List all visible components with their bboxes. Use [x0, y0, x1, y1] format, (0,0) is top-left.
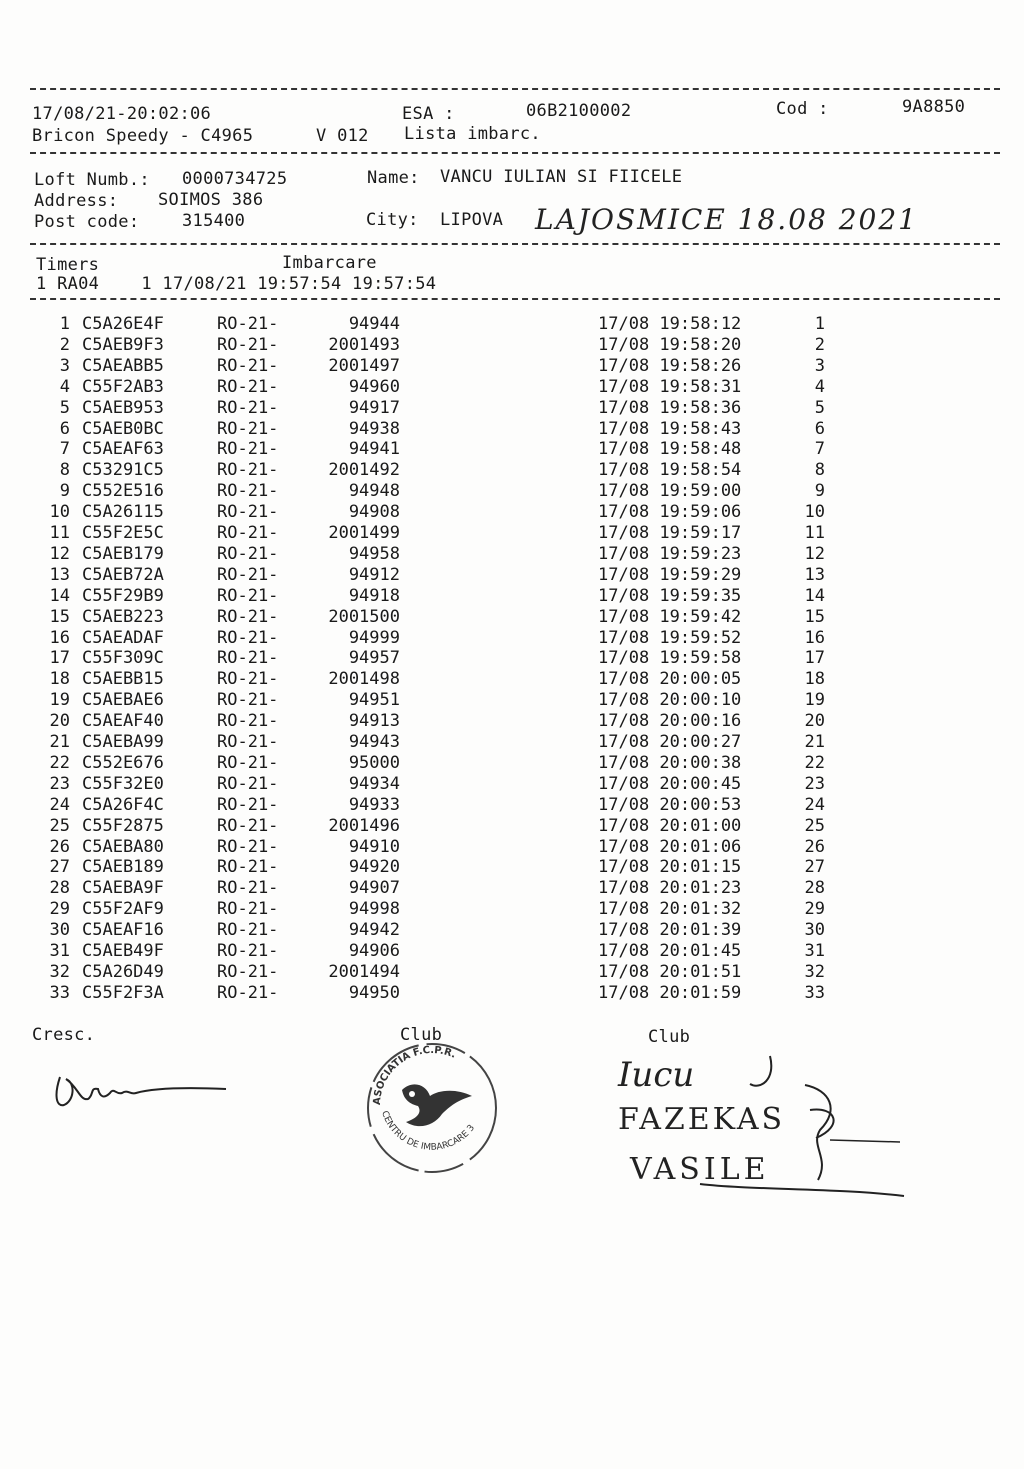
divider-timers: [30, 298, 1000, 300]
document-title: Lista imbarc.: [404, 124, 541, 144]
bird-index: 19: [49, 690, 70, 711]
bird-rank: 3: [814, 355, 825, 376]
bird-ring-prefix: RO-21-: [217, 899, 279, 920]
bird-chip-id: C5AEB223: [82, 606, 164, 627]
bird-ring-prefix: RO-21-: [217, 460, 279, 481]
bird-rank: 25: [804, 815, 825, 836]
bird-arrival-time: 17/08 20:00:05: [598, 669, 742, 690]
bird-rank: 28: [804, 878, 825, 899]
bird-index: 4: [59, 376, 70, 397]
bird-ring-number: 94912: [348, 564, 400, 585]
bird-ring-prefix: RO-21-: [217, 543, 279, 564]
bird-index: 23: [49, 773, 70, 794]
name-label: Name:: [367, 168, 420, 188]
svg-text:ASOCIATIA F.C.P.R.: ASOCIATIA F.C.P.R.: [371, 1044, 458, 1106]
print-datetime: 17/08/21-20:02:06: [32, 104, 212, 124]
bird-arrival-time: 17/08 20:00:45: [598, 773, 742, 794]
bird-chip-id: C55F309C: [82, 648, 164, 669]
bird-ring-prefix: RO-21-: [217, 439, 279, 460]
bird-ring-number: 94943: [348, 732, 400, 752]
bird-ring-prefix: RO-21-: [217, 920, 279, 941]
bird-ring-prefix: RO-21-: [217, 878, 279, 899]
table-row: [0, 377, 1024, 398]
table-row: [0, 774, 1024, 795]
table-row: [0, 523, 1024, 544]
bird-arrival-time: 17/08 20:00:38: [598, 752, 742, 773]
bird-arrival-time: 17/08 19:58:31: [598, 376, 742, 397]
bird-arrival-time: 17/08 19:59:42: [598, 606, 742, 627]
bird-rank: 27: [804, 857, 825, 878]
bird-index: 31: [49, 941, 70, 961]
imbarcare-label: Imbarcare: [282, 253, 377, 273]
bird-ring-prefix: RO-21-: [217, 314, 279, 334]
esa-value: 06B2100002: [526, 101, 632, 121]
signature-line-3: VASILE: [630, 1152, 770, 1187]
bird-rank: 33: [804, 982, 825, 1003]
bird-index: 27: [49, 857, 70, 878]
bird-rank: 21: [804, 732, 825, 752]
bird-arrival-time: 17/08 20:01:06: [598, 836, 742, 857]
bird-ring-prefix: RO-21-: [217, 752, 279, 773]
bird-ring-prefix: RO-21-: [217, 585, 279, 606]
bird-arrival-time: 17/08 19:59:29: [598, 564, 742, 585]
signature-line-2: FAZEKAS: [618, 1102, 786, 1137]
bird-ring-number: 94920: [348, 857, 400, 878]
bird-index: 17: [49, 648, 70, 669]
table-row: [0, 711, 1024, 732]
bird-arrival-time: 17/08 19:58:54: [598, 460, 742, 481]
table-row: [0, 648, 1024, 669]
bird-rank: 1: [814, 314, 825, 334]
stamp-text: [360, 1030, 361, 1031]
bird-ring-number: 2001492: [328, 460, 400, 481]
bird-ring-number: 95000: [348, 752, 400, 773]
bird-chip-id: C55F2875: [82, 815, 164, 836]
bird-chip-id: C5AEBA80: [82, 836, 164, 857]
bird-ring-number: 94913: [348, 711, 400, 732]
bird-ring-number: 94941: [348, 439, 400, 460]
timer-line: 1 RA04 1 17/08/21 19:57:54 19:57:54: [36, 274, 437, 294]
bird-rank: 7: [814, 439, 825, 460]
club-signature-flourish-icon: [600, 1050, 910, 1200]
bird-chip-id: C53291C5: [82, 460, 164, 481]
table-row: [0, 899, 1024, 920]
bird-ring-prefix: RO-21-: [217, 982, 279, 1003]
club-label-stamp: Club: [400, 1025, 443, 1045]
bird-chip-id: C552E676: [82, 752, 164, 773]
bird-ring-prefix: RO-21-: [217, 961, 279, 982]
bird-index: 25: [49, 815, 70, 836]
bird-arrival-time: 17/08 20:01:15: [598, 857, 742, 878]
table-row: [0, 962, 1024, 983]
bird-index: 9: [59, 481, 70, 502]
bird-index: 8: [59, 460, 70, 481]
bird-index: 26: [49, 836, 70, 857]
bird-rank: 5: [814, 397, 825, 418]
bird-index: 3: [59, 355, 70, 376]
table-row: [0, 628, 1024, 649]
bird-arrival-time: 17/08 19:58:48: [598, 439, 742, 460]
bird-rank: 8: [814, 460, 825, 481]
bird-arrival-time: 17/08 19:58:36: [598, 397, 742, 418]
table-row: [0, 502, 1024, 523]
bird-chip-id: C5AEABB5: [82, 355, 164, 376]
bird-ring-number: 94934: [348, 773, 400, 794]
bird-arrival-time: 17/08 19:58:43: [598, 418, 742, 439]
table-row: [0, 941, 1024, 962]
bird-ring-prefix: RO-21-: [217, 711, 279, 732]
bird-ring-number: 94958: [348, 543, 400, 564]
bird-rank: 23: [804, 773, 825, 794]
bird-ring-number: 94942: [348, 920, 400, 941]
bird-ring-number: 2001496: [328, 815, 400, 836]
bird-chip-id: C55F32E0: [82, 773, 164, 794]
bird-ring-prefix: RO-21-: [217, 648, 279, 669]
bird-ring-number: 94910: [348, 836, 400, 857]
bird-ring-number: 94950: [348, 982, 400, 1003]
bird-arrival-time: 17/08 19:58:12: [598, 314, 742, 334]
bird-arrival-time: 17/08 20:00:16: [598, 711, 742, 732]
bird-ring-prefix: RO-21-: [217, 397, 279, 418]
table-row: [0, 878, 1024, 899]
bird-ring-prefix: RO-21-: [217, 355, 279, 376]
table-row: [0, 586, 1024, 607]
bird-ring-number: 2001497: [328, 355, 400, 376]
table-row: [0, 983, 1024, 1004]
bird-ring-prefix: RO-21-: [217, 376, 279, 397]
bird-chip-id: C5AEB953: [82, 397, 164, 418]
bird-ring-number: 2001493: [328, 334, 400, 355]
bird-ring-number: 94960: [348, 376, 400, 397]
bird-ring-prefix: RO-21-: [217, 857, 279, 878]
bird-ring-number: 94999: [348, 627, 400, 648]
bird-ring-number: 94907: [348, 878, 400, 899]
bird-arrival-time: 17/08 19:59:58: [598, 648, 742, 669]
bird-arrival-time: 17/08 19:59:06: [598, 502, 742, 523]
bird-arrival-time: 17/08 19:59:00: [598, 481, 742, 502]
bird-rank: 22: [804, 752, 825, 773]
bird-index: 21: [49, 732, 70, 752]
bird-ring-number: 94938: [348, 418, 400, 439]
bird-chip-id: C55F2AF9: [82, 899, 164, 920]
bird-chip-id: C5A26D49: [82, 961, 164, 982]
bird-rank: 18: [804, 669, 825, 690]
bird-ring-prefix: RO-21-: [217, 836, 279, 857]
table-row: [0, 732, 1024, 753]
postcode-label: Post code:: [34, 212, 140, 232]
bird-chip-id: C5AEBA9F: [82, 878, 164, 899]
city-label: City:: [366, 210, 419, 230]
bird-arrival-time: 17/08 20:01:39: [598, 920, 742, 941]
bird-chip-id: C5AEAF16: [82, 920, 164, 941]
bird-chip-id: C5AEAF63: [82, 439, 164, 460]
bird-ring-number: 94957: [348, 648, 400, 669]
name-value: VANCU IULIAN SI FIICELE: [440, 167, 683, 187]
bird-arrival-time: 17/08 20:01:00: [598, 815, 742, 836]
bird-index: 24: [49, 794, 70, 815]
bird-ring-prefix: RO-21-: [217, 669, 279, 690]
bird-arrival-time: 17/08 20:01:45: [598, 941, 742, 961]
bird-rank: 11: [804, 523, 825, 543]
bird-index: 14: [49, 585, 70, 606]
bird-arrival-time: 17/08 19:59:52: [598, 627, 742, 648]
bird-chip-id: C5A26E4F: [82, 314, 164, 334]
bird-rank: 6: [814, 418, 825, 439]
bird-ring-prefix: RO-21-: [217, 418, 279, 439]
table-row: [0, 669, 1024, 690]
bird-index: 32: [49, 961, 70, 982]
bird-index: 15: [49, 606, 70, 627]
bird-index: 1: [59, 314, 70, 334]
bird-chip-id: C5AEBB15: [82, 669, 164, 690]
table-row: [0, 690, 1024, 711]
bird-rank: 10: [804, 502, 825, 523]
bird-arrival-time: 17/08 19:59:35: [598, 585, 742, 606]
svg-text:CENTRU DE IMBARCARE 3: CENTRU DE IMBARCARE 3: [379, 1109, 478, 1153]
loft-number-label: Loft Numb.:: [34, 170, 150, 190]
bird-rank: 14: [804, 585, 825, 606]
bird-chip-id: C55F29B9: [82, 585, 164, 606]
bird-ring-prefix: RO-21-: [217, 523, 279, 543]
divider-header: [30, 152, 1000, 154]
bird-arrival-time: 17/08 20:01:51: [598, 961, 742, 982]
device-name: Bricon Speedy - C4965: [32, 126, 254, 146]
bird-rank: 9: [814, 481, 825, 502]
bird-index: 28: [49, 878, 70, 899]
bird-ring-prefix: RO-21-: [217, 627, 279, 648]
bird-index: 16: [49, 627, 70, 648]
bird-index: 2: [59, 334, 70, 355]
bird-ring-prefix: RO-21-: [217, 502, 279, 523]
bird-chip-id: C5A26F4C: [82, 794, 164, 815]
bird-rank: 20: [804, 711, 825, 732]
table-row: [0, 837, 1024, 858]
bird-ring-prefix: RO-21-: [217, 794, 279, 815]
bird-arrival-time: 17/08 20:01:23: [598, 878, 742, 899]
esa-label: ESA :: [402, 104, 455, 124]
address-value: SOIMOS 386: [158, 190, 264, 210]
bird-arrival-time: 17/08 20:01:32: [598, 899, 742, 920]
bird-arrival-time: 17/08 19:58:20: [598, 334, 742, 355]
bird-rank: 29: [804, 899, 825, 920]
breeder-signature-icon: [50, 1065, 240, 1115]
table-row: [0, 857, 1024, 878]
bird-ring-number: 94917: [348, 397, 400, 418]
bird-index: 5: [59, 397, 70, 418]
bird-chip-id: C552E516: [82, 481, 164, 502]
divider-top: [30, 88, 1000, 90]
bird-arrival-time: 17/08 20:01:59: [598, 982, 742, 1003]
bird-index: 29: [49, 899, 70, 920]
table-row: [0, 920, 1024, 941]
bird-ring-number: 94944: [348, 314, 400, 334]
cresc-label: Cresc.: [32, 1025, 96, 1045]
bird-ring-number: 94933: [348, 794, 400, 815]
bird-index: 33: [49, 982, 70, 1003]
bird-chip-id: C5AEAF40: [82, 711, 164, 732]
bird-chip-id: C5AEBA99: [82, 732, 164, 752]
bird-ring-number: 2001500: [328, 606, 400, 627]
table-row: [0, 419, 1024, 440]
table-row: [0, 565, 1024, 586]
cod-label: Cod :: [776, 99, 829, 119]
bird-ring-number: 94918: [348, 585, 400, 606]
bird-ring-prefix: RO-21-: [217, 481, 279, 502]
bird-ring-number: 94908: [348, 502, 400, 523]
table-row: [0, 398, 1024, 419]
bird-ring-number: 2001498: [328, 669, 400, 690]
bird-chip-id: C5AEB179: [82, 543, 164, 564]
table-row: [0, 795, 1024, 816]
bird-arrival-time: 17/08 19:58:26: [598, 355, 742, 376]
bird-index: 22: [49, 752, 70, 773]
bird-ring-prefix: RO-21-: [217, 606, 279, 627]
postcode-value: 315400: [182, 211, 246, 231]
bird-chip-id: C5AEB9F3: [82, 334, 164, 355]
bird-rank: 30: [804, 920, 825, 941]
bird-chip-id: C5A26115: [82, 502, 164, 523]
bird-arrival-time: 17/08 20:00:10: [598, 690, 742, 711]
bird-chip-id: C5AEB189: [82, 857, 164, 878]
bird-chip-id: C55F2E5C: [82, 523, 164, 543]
table-row: [0, 356, 1024, 377]
bird-chip-id: C55F2F3A: [82, 982, 164, 1003]
table-row: [0, 481, 1024, 502]
bird-arrival-time: 17/08 19:59:17: [598, 523, 742, 543]
bird-rank: 24: [804, 794, 825, 815]
bird-index: 30: [49, 920, 70, 941]
bird-rank: 15: [804, 606, 825, 627]
city-value: LIPOVA: [440, 210, 504, 230]
table-row: [0, 335, 1024, 356]
bird-ring-prefix: RO-21-: [217, 690, 279, 711]
bird-index: 18: [49, 669, 70, 690]
signature-line-1: Iucu: [618, 1055, 695, 1095]
table-row: [0, 544, 1024, 565]
bird-rank: 31: [804, 941, 825, 961]
bird-ring-number: 94906: [348, 941, 400, 961]
bird-rank: 19: [804, 690, 825, 711]
bird-rank: 12: [804, 543, 825, 564]
divider-loft: [30, 243, 1000, 245]
bird-chip-id: C5AEB0BC: [82, 418, 164, 439]
bird-ring-prefix: RO-21-: [217, 815, 279, 836]
bird-rank: 32: [804, 961, 825, 982]
cod-value: 9A8850: [902, 97, 966, 117]
bird-index: 20: [49, 711, 70, 732]
bird-ring-number: 94948: [348, 481, 400, 502]
bird-chip-id: C55F2AB3: [82, 376, 164, 397]
table-row: [0, 816, 1024, 837]
bird-ring-prefix: RO-21-: [217, 773, 279, 794]
bird-arrival-time: 17/08 20:00:53: [598, 794, 742, 815]
table-row: [0, 460, 1024, 481]
bird-rank: 4: [814, 376, 825, 397]
bird-index: 11: [49, 523, 70, 543]
bird-chip-id: C5AEB49F: [82, 941, 164, 961]
table-row: [0, 314, 1024, 335]
table-row: [0, 439, 1024, 460]
bird-rank: 17: [804, 648, 825, 669]
bird-index: 6: [59, 418, 70, 439]
loft-number-value: 0000734725: [182, 169, 288, 189]
bird-ring-number: 94951: [348, 690, 400, 711]
club-label-signature: Club: [648, 1027, 691, 1047]
bird-arrival-time: 17/08 20:00:27: [598, 732, 742, 752]
club-stamp: [360, 1030, 505, 1180]
bird-chip-id: C5AEB72A: [82, 564, 164, 585]
bird-ring-prefix: RO-21-: [217, 941, 279, 961]
bird-ring-prefix: RO-21-: [217, 334, 279, 355]
timers-label: Timers: [36, 255, 100, 275]
address-label: Address:: [34, 191, 119, 211]
bird-chip-id: C5AEBAE6: [82, 690, 164, 711]
device-version: V 012: [316, 126, 369, 146]
handwritten-race-note: LAJOSMICE 18.08 2021: [535, 203, 918, 236]
bird-ring-number: 94998: [348, 899, 400, 920]
bird-arrival-time: 17/08 19:59:23: [598, 543, 742, 564]
bird-rank: 16: [804, 627, 825, 648]
bird-index: 10: [49, 502, 70, 523]
bird-ring-prefix: RO-21-: [217, 564, 279, 585]
bird-chip-id: C5AEADAF: [82, 627, 164, 648]
bird-ring-number: 2001499: [328, 523, 400, 543]
bird-rank: 2: [814, 334, 825, 355]
bird-rank: 13: [804, 564, 825, 585]
table-row: [0, 753, 1024, 774]
bird-rank: 26: [804, 836, 825, 857]
bird-index: 12: [49, 543, 70, 564]
bird-index: 13: [49, 564, 70, 585]
bird-ring-number: 2001494: [328, 961, 400, 982]
bird-ring-prefix: RO-21-: [217, 732, 279, 752]
bird-index: 7: [59, 439, 70, 460]
table-row: [0, 607, 1024, 628]
